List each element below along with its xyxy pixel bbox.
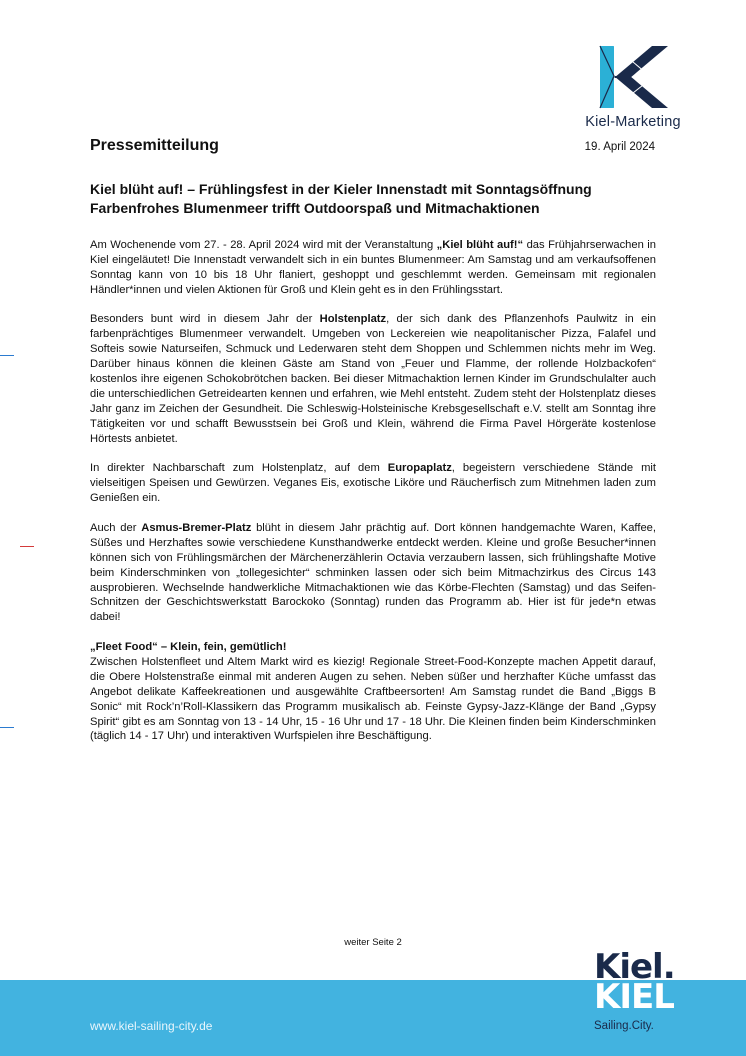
body-text [90,238,656,744]
margin-mark [0,355,14,356]
brand-name: Kiel-Marketing [585,114,681,130]
headline [90,180,660,218]
paragraph: „Fleet Food“ – Klein, fein, gemütlich! Zwischen Holstenfleet und Altem Markt wird es kiezig! Regionale Street-Food-Konzepte machen Appetit darauf, die Obere Holstenstraße einmal mit anderen Augen zu sehen. Neben süßer und herzhafter Küche umfasst das Angebot delikate Kaffeekreationen und ausgewählte Craftbeersorten! Am Samstag rundet die Band „Biggs B Sonic“ mit Rock’n’Roll-Klassikern das Programm musikalisch ab. Feinste Gypsy-Jazz-Klänge der Band „Gypsy Spirit“ gibt es am Sonntag von 13 - 14 Uhr, 15 - 16 Uhr und 17 - 18 Uhr. Die Kleinen finden beim Kinderschminken (täglich 14 - 17 Uhr) und interaktiven Wurfspielen ihre Beschäftigung. [90,641,656,743]
kiel-sailing-city-logo [584,947,684,1039]
continue-note: weiter Seite 2 [344,937,402,948]
footer-url[interactable]: www.kiel-sailing-city.de [90,1019,213,1033]
paragraph: Am Wochenende vom 27. - 28. April 2024 wird mit der Veranstaltung „Kiel blüht auf!“ das Frühjahrserwachen in Kiel eingeläutet! Die Innenstadt verwandelt sich in ein buntes Blumenmeer: Am Samstag und am verkaufsoffenen Sonntag kann von 10 bis 18 Uhr flaniert, geshoppt und geschlemmt werden. Gemeinsam mit regionalen Händler*innen und vielen Aktionen für Groß und Klein geht es in den Frühlingsstart. [90,239,656,296]
section-heading: „Fleet Food“ – Klein, fein, gemütlich! [90,641,287,654]
paragraph: Besonders bunt wird in diesem Jahr der Holstenplatz, der sich dank des Pflanzenhofs Paulwitz in ein farbenprächtiges Blumenmeer verwandelt. Umgeben von Leckereien wie neapolitanischer Pizza, Falafel und Softeis sowie Naturseifen, Schmuck und Lederwaren steht dem Shoppen und Schlemmen nichts mehr im Weg. Darüber hinaus können die kleinen Gäste am Stand von „Feuer und Flamme, der rollende Holzbackofen“ kostenlos ihre eigenen Schokobrötchen backen. Bei dieser Mitmachaktion lernen Kinder im Grundschulalter auch die unterschiedlichen Getreidearten kennen und erfahren, wie Mehl entsteht. Zudem steht der Holstenplatz dieses Jahr ganz im Zeichen der Gesundheit. Die Schleswig-Holsteinische Krebsgesellschaft e.V. stellt am Sonntag ihre Tätigkeiten vor und schafft Bewusstsein bei Groß und Klein, während die Firma Pavel Hörgeräte kostenlose Hörtests anbietet. [90,313,656,445]
page-title: Pressemitteilung [90,137,219,154]
release-date: 19. April 2024 [584,141,655,153]
logo-line-2: KIEL [594,977,674,1017]
kiel-marketing-logo [585,42,681,134]
paragraph: Auch der Asmus-Bremer-Platz blüht in diesem Jahr prächtig auf. Dort können handgemachte Waren, Kaffee, Süßes und Herzhaftes sowie verschiedene Kunsthandwerke entdeckt werden. Kleine und große Besucher*innen können sich von Frühlingsmärchen der Märchenerzählerin Octavia verzaubern lassen, sich frühlingshafte Motive beim Kinderschminken von „tollegesichter“ schminken lassen oder sich beim Mitmachzirkus des Circus 143 ausprobieren. Wechselnde handwerkliche Mitmachaktionen wie das Körbe-Flechten (Samstag) und das Seifen-Schnitzen der Geschichtswerkstatt Barockoko (Sonntag) runden das Programm ab. Hier ist für jede*n etwas dabei! [90,521,656,624]
margin-mark [20,546,34,547]
logo-tagline: Sailing.City. [594,1020,654,1032]
logo-line-1: Kiel. [594,947,675,987]
headline-line-1: Kiel blüht auf! – Frühlingsfest in der Kieler Innenstadt mit Sonntagsöffnung [90,181,592,197]
k-logo-icon [594,42,672,112]
paragraph: In direkter Nachbarschaft zum Holstenplatz, auf dem Europaplatz, begeistern verschiedene Stände mit vielseitigen Speisen und Gewürzen. Veganes Eis, exotische Liköre und Räucherfisch zum Mitnehmen laden zum Genießen ein. [90,462,656,505]
headline-line-2: Farbenfrohes Blumenmeer trifft Outdoorspaß und Mitmachaktionen [90,200,540,216]
margin-mark [0,727,14,728]
